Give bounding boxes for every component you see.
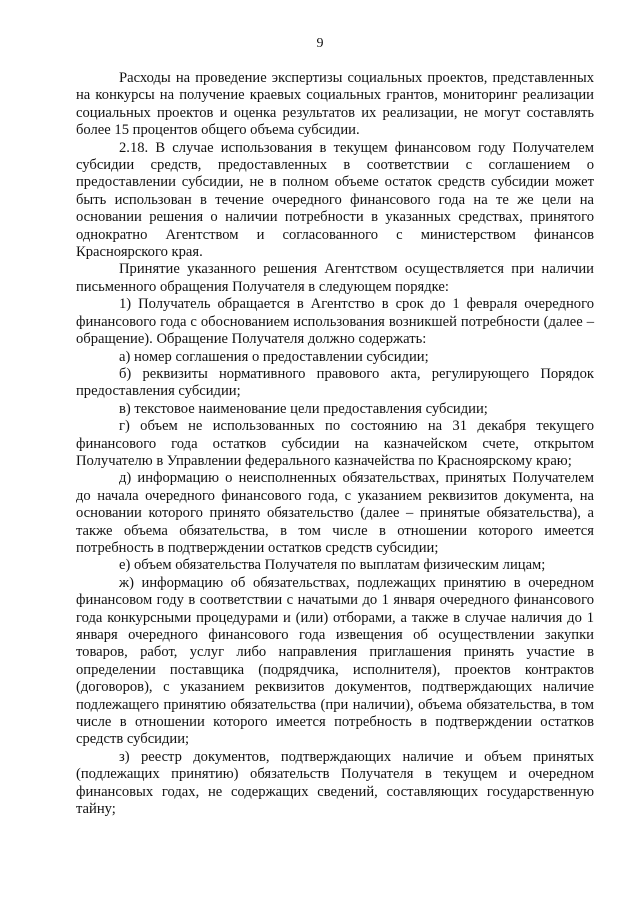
list-item-z: з) реестр документов, подтверждающих наличие и объем принятых (подлежащих принятию) обязательств Получателя в текущем и очередном финансовых годах, не содержащих сведений, составляющих государственную тайну; — [76, 748, 594, 818]
list-item-d: д) информацию о неисполненных обязательствах, принятых Получателем до начала очередного финансового года, с указанием реквизитов документа, на основании которого принято обязательство (далее – принятые обязательства), а также объема обязательства, в том числе в отношении которого имеется потребность в подтверждении остатков средств субсидии; — [76, 470, 594, 556]
list-item-1: 1) Получатель обращается в Агентство в срок до 1 февраля очередного финансового года с обоснованием использования возникшей потребности (далее – обращение). Обращение Получателя должно содержать: — [76, 296, 594, 348]
document-body — [76, 70, 594, 818]
list-item-zh: ж) информацию об обязательствах, подлежащих принятию в очередном финансовом году в соответствии с начатыми до 1 января очередного финансового года конкурсными процедурами и (или) отборами, а также в случае наличия до 1 января очередного финансового года извещения об осуществлении закупки товаров, работ, услуг либо направления приглашения принять участие в определении поставщика (подрядчика, исполнителя), проектов контрактов (договоров), с указанием реквизитов документов, подтверждающих наличие подлежащего принятию обязательства (при наличии), объема обязательства, в том числе в отношении которого имеется потребность в подтверждении остатков средств субсидии; — [76, 574, 594, 748]
list-item-g: г) объем не использованных по состоянию на 31 декабря текущего финансового года остатков субсидии на казначейском счете, открытом Получателю в Управлении федерального казначейства по Красноярскому краю; — [76, 418, 594, 469]
page-number: 9 — [316, 36, 324, 51]
paragraph-2-18: 2.18. В случае использования в текущем финансовом году Получателем субсидии средств, предоставленных в соответствии с соглашением о предоставлении субсидии, не в полном объеме остаток средств субсидии может быть использован в течение очередного финансового года на те же цели на основании решения о наличии потребности в указанных средствах, принятого однократно Агентством и согласованного с министерством финансов Красноярского края. — [76, 139, 594, 261]
list-item-a: а) номер соглашения о предоставлении субсидии; — [119, 348, 429, 365]
list-item-b: б) реквизиты нормативного правового акта, регулирующего Порядок предоставления субсидии; — [76, 365, 594, 400]
list-item-v: в) текстовое наименование цели предоставления субсидии; — [119, 400, 488, 417]
paragraph-decision-procedure: Принятие указанного решения Агентством осуществляется при наличии письменного обращения Получателя в следующем порядке: — [76, 261, 594, 295]
paragraph-expert-costs: Расходы на проведение экспертизы социальных проектов, представленных на конкурсы на получение краевых социальных грантов, мониторинг реализации социальных проектов и оценка результатов их реализации, не могут составлять более 15 процентов общего объема субсидии. — [76, 70, 594, 139]
list-item-e: е) объем обязательства Получателя по выплатам физическим лицам; — [119, 557, 546, 574]
